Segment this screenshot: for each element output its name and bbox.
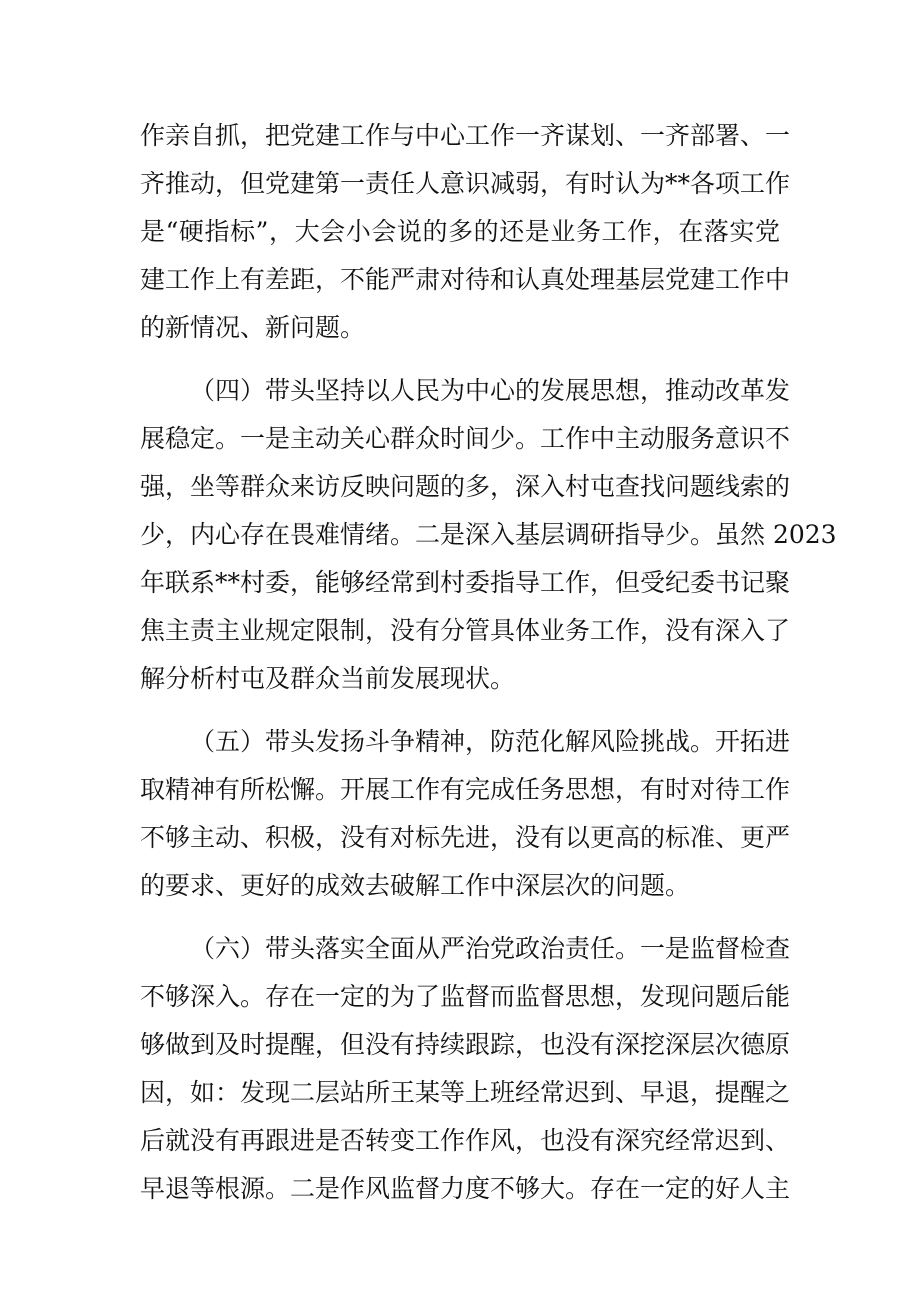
text-line: 够做到及时提醒，但没有持续跟踪，也没有深挖深层次德原 — [140, 1030, 791, 1059]
paragraph-2 — [140, 367, 837, 703]
text-line: 展稳定。一是主动关心群众时间少。工作中主动服务意识不 — [140, 424, 791, 453]
paragraph-1 — [140, 112, 791, 352]
paragraph-3 — [140, 718, 791, 910]
text-line: 年联系**村委，能够经常到村委指导工作，但受纪委书记聚 — [140, 568, 791, 597]
paragraph-gap — [140, 352, 780, 367]
text-line: 强，坐等群众来访反映问题的多，深入村屯查找问题线索的 — [140, 472, 791, 501]
paragraph-4 — [140, 925, 791, 1213]
text-line: 取精神有所松懈。开展工作有完成任务思想，有时对待工作 — [140, 775, 791, 804]
text-line: 因，如：发现二层站所王某等上班经常迟到、早退，提醒之 — [140, 1078, 791, 1107]
text-line: 的新情况、新问题。 — [140, 313, 366, 342]
text-line: 焦主责主业规定限制，没有分管具体业务工作，没有深入了 — [140, 616, 791, 645]
text-line: 不够主动、积极，没有对标先进，没有以更高的标准、更严 — [140, 823, 791, 852]
text-line: 的要求、更好的成效去破解工作中深层次的问题。 — [140, 871, 691, 900]
text-line: 早退等根源。二是作风监督力度不够大。存在一定的好人主 — [140, 1174, 791, 1203]
text-line: 后就没有再跟进是否转变工作作风，也没有深究经常迟到、 — [140, 1126, 791, 1155]
text-line: （五）带头发扬斗争精神，防范化解风险挑战。开拓进 — [190, 727, 791, 756]
text-line: 建工作上有差距，不能严肃对待和认真处理基层党建工作中 — [140, 265, 791, 294]
paragraph-gap — [140, 703, 780, 718]
text-line: 是“硬指标”，大会小会说的多的还是业务工作，在落实党 — [140, 217, 780, 246]
text-line: 不够深入。存在一定的为了监督而监督思想，发现问题后能 — [140, 982, 791, 1011]
text-line: 少，内心存在畏难情绪。二是深入基层调研指导少。虽然 2023 — [140, 520, 837, 549]
text-line: 作亲自抓，把党建工作与中心工作一齐谋划、一齐部署、一 — [140, 121, 791, 150]
text-line: （六）带头落实全面从严治党政治责任。一是监督检查 — [190, 934, 791, 963]
text-line: 齐推动，但党建第一责任人意识减弱，有时认为**各项工作 — [140, 169, 791, 198]
text-line: （四）带头坚持以人民为中心的发展思想，推动改革发 — [190, 376, 791, 405]
text-line: 解分析村屯及群众当前发展现状。 — [140, 664, 516, 693]
document-body — [140, 112, 837, 1213]
paragraph-gap — [140, 910, 780, 925]
